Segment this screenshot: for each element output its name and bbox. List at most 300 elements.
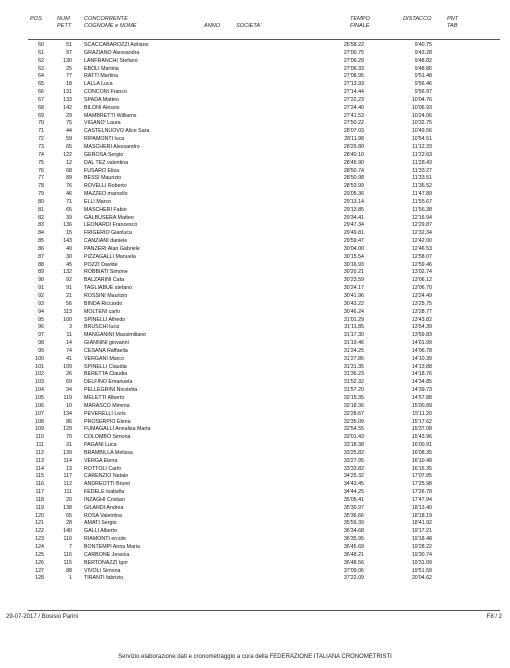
result-row [0, 199, 510, 207]
result-row [0, 73, 510, 81]
gap-cell: 12'16.94 [411, 214, 432, 221]
result-row [0, 175, 510, 183]
final-time-cell: 31'31.35 [343, 363, 364, 370]
result-row [0, 403, 510, 411]
position-cell: 83 [38, 222, 44, 229]
gap-cell: 9'48.86 [414, 65, 432, 72]
gap-cell: 14'57.88 [411, 394, 432, 401]
result-row [0, 497, 510, 505]
result-row [0, 411, 510, 419]
final-time-cell: 32'28.67 [343, 410, 364, 417]
gap-cell: 16'16.35 [411, 465, 432, 472]
gap-cell: 10'54.51 [411, 136, 432, 143]
position-cell: 114 [35, 465, 44, 472]
position-cell: 109 [35, 426, 44, 433]
result-row [0, 230, 510, 238]
athlete-name-cell: BRUSCHI luca [84, 324, 120, 331]
gap-cell: 11'36.52 [412, 183, 432, 190]
final-time-cell: 28'50.98 [343, 175, 364, 182]
bib-number-cell: 140 [63, 528, 72, 535]
bib-number-cell: 113 [63, 308, 72, 315]
athlete-name-cell: FEDELE Isabella [84, 489, 125, 496]
footer-credit: Servizio elaborazione dati e cronometraggio a cura della FEDERAZIONE ITALIANA CRONOMETRISTI [118, 654, 392, 660]
final-time-cell: 35'30.97 [343, 504, 364, 511]
athlete-name-cell: POZZI Davide [84, 261, 118, 268]
bib-number-cell: 3 [69, 324, 72, 331]
result-row [0, 528, 510, 536]
gap-cell: 19'30.74 [411, 551, 432, 558]
final-time-cell: 37'09.06 [343, 567, 364, 574]
final-time-cell: 30'41.96 [343, 293, 364, 299]
result-row [0, 144, 510, 152]
athlete-name-cell: DELFINO Emanuela [84, 379, 133, 386]
athlete-name-cell: BRAMBILLA Melissa [84, 449, 133, 456]
gap-cell: 19'17.21 [411, 528, 432, 535]
gap-cell: 18'18.19 [411, 512, 432, 519]
bib-number-cell: 88 [66, 567, 72, 574]
header-cognome-nome: COGNOME e NOME [84, 23, 137, 29]
athlete-name-cell: GRAZIANO Alessandra [84, 49, 140, 56]
position-cell: 93 [38, 300, 44, 307]
athlete-name-cell: CONCONI Franco [84, 89, 127, 96]
position-cell: 92 [38, 293, 44, 299]
athlete-name-cell: VERGANI Marco [84, 355, 125, 362]
athlete-name-cell: DAL TEZ valentina [84, 159, 129, 166]
gap-cell: 13'24.49 [411, 293, 432, 299]
gap-cell: 11'33.27 [412, 167, 432, 174]
athlete-name-cell: MAZZEO marcello [84, 191, 128, 198]
athlete-name-cell: MASCHERI Alessandro [84, 143, 140, 150]
header-concorrente: CONCORRENTE [84, 16, 128, 22]
position-cell: 104 [35, 387, 44, 394]
final-time-cell: 31'17.30 [343, 332, 364, 339]
result-row [0, 191, 510, 199]
gap-cell: 11'28.43 [412, 159, 432, 166]
result-row [0, 379, 510, 387]
position-cell: 128 [35, 575, 44, 582]
position-cell: 63 [38, 65, 44, 72]
result-row [0, 560, 510, 568]
result-row [0, 481, 510, 489]
final-time-cell: 27'41.53 [343, 112, 364, 119]
position-cell: 94 [38, 308, 44, 315]
bib-number-cell: 76 [66, 183, 72, 190]
bib-number-cell: 119 [63, 394, 72, 401]
final-time-cell: 34'44.25 [343, 489, 364, 496]
position-cell: 120 [35, 512, 44, 519]
result-row [0, 81, 510, 89]
athlete-name-cell: ROVELLI Roberto [84, 183, 127, 190]
position-cell: 86 [38, 245, 44, 252]
bib-number-cell: 109 [63, 363, 72, 370]
header-societa: SOCIETA' [236, 23, 262, 29]
bib-number-cell: 91 [66, 285, 72, 292]
bib-number-cell: 13 [66, 465, 72, 472]
gap-cell: 16'10.48 [411, 457, 432, 464]
result-row [0, 309, 510, 317]
position-cell: 127 [35, 567, 44, 574]
result-row [0, 356, 510, 364]
final-time-cell: 34'25.32 [343, 473, 364, 480]
gap-cell: 12'59.46 [411, 261, 432, 268]
result-row [0, 269, 510, 277]
final-time-cell: 30'04.00 [343, 245, 364, 252]
final-time-cell: 30'24.17 [343, 285, 364, 292]
gap-cell: 18'13.40 [411, 504, 432, 511]
position-cell: 78 [38, 183, 44, 190]
final-time-cell: 29'34.41 [343, 214, 364, 221]
results-table-header [0, 16, 510, 36]
athlete-name-cell: SCACCABAROZZI Adriano [84, 42, 149, 48]
final-time-cell: 31'01.29 [343, 316, 364, 323]
result-row [0, 42, 510, 50]
gap-cell: 14'18.76 [411, 371, 432, 378]
result-row [0, 105, 510, 113]
position-cell: 118 [35, 496, 44, 503]
bib-number-cell: 44 [66, 128, 72, 135]
athlete-name-cell: PROSERPIO Elena [84, 418, 131, 425]
athlete-name-cell: GIANNINI giovanni [84, 340, 129, 347]
position-cell: 112 [35, 449, 44, 456]
gap-cell: 11'22.63 [412, 151, 432, 158]
final-time-cell: 27'24.40 [343, 104, 364, 111]
position-cell: 80 [38, 198, 44, 205]
athlete-name-cell: MARASCO Mimma [84, 402, 130, 409]
result-row [0, 332, 510, 340]
bib-number-cell: 7 [69, 544, 72, 550]
result-row [0, 419, 510, 427]
final-time-cell: 27'22.23 [343, 96, 364, 103]
gap-cell: 15'11.20 [412, 410, 432, 417]
athlete-name-cell: GALBUSERA Matteo [84, 214, 134, 221]
position-cell: 98 [38, 340, 44, 347]
athlete-name-cell: SPINELLI Alfredo [84, 316, 126, 323]
gap-cell: 12'29.87 [411, 222, 432, 229]
final-time-cell: 28'29.80 [343, 143, 364, 150]
position-cell: 111 [35, 442, 44, 449]
final-time-cell: 28'45.90 [343, 159, 364, 166]
position-cell: 101 [35, 363, 44, 370]
position-cell: 116 [35, 481, 44, 488]
final-time-cell: 34'43.45 [343, 481, 364, 488]
result-row [0, 97, 510, 105]
result-row [0, 160, 510, 168]
result-row [0, 58, 510, 66]
gap-cell: 16'08.35 [411, 449, 432, 456]
gap-cell: 11'33.51 [412, 175, 432, 182]
position-cell: 75 [38, 159, 44, 166]
athlete-name-cell: ROTTOLI Carlo [84, 465, 121, 472]
athlete-name-cell: LANFRANCHI Stefano [84, 57, 138, 64]
position-cell: 61 [38, 49, 44, 56]
gap-cell: 12'58.07 [411, 253, 432, 260]
result-row [0, 371, 510, 379]
bib-number-cell: 39 [66, 214, 72, 221]
final-time-cell: 30'20.21 [343, 269, 364, 276]
gap-cell: 10'06.93 [411, 104, 432, 111]
result-row [0, 89, 510, 97]
gap-cell: 10'32.75 [411, 120, 432, 127]
final-time-cell: 33'01.43 [343, 434, 364, 441]
final-time-cell: 28'50.74 [343, 167, 364, 174]
result-row [0, 113, 510, 121]
bib-number-cell: 29 [66, 112, 72, 119]
gap-cell: 11'12.33 [412, 143, 432, 150]
bib-number-cell: 18 [66, 81, 72, 88]
athlete-name-cell: MELETTI Alberto [84, 394, 125, 401]
bib-number-cell: 143 [63, 238, 72, 245]
gap-cell: 9'40.75 [414, 42, 432, 48]
athlete-name-cell: BERETTA Claudia [84, 371, 128, 378]
gap-cell: 17'47.94 [411, 496, 432, 503]
final-time-cell: 31'24.25 [343, 347, 364, 354]
result-row [0, 317, 510, 325]
final-time-cell: 35'05.41 [343, 496, 364, 503]
result-row [0, 544, 510, 552]
header-pett: PETT [57, 23, 72, 29]
bib-number-cell: 20 [66, 496, 72, 503]
final-time-cell: 27'14.44 [343, 89, 364, 96]
gap-cell: 17'26.78 [411, 489, 432, 496]
header-pos: POS [30, 16, 42, 22]
header-rule [28, 39, 500, 40]
athlete-name-cell: FUSARO Elisa [84, 167, 120, 174]
gap-cell: 14'06.78 [411, 347, 432, 354]
final-time-cell: 32'35.09 [343, 418, 364, 425]
athlete-name-cell: COLOMBO Simona [84, 434, 131, 441]
gap-cell: 15'00.89 [411, 402, 432, 409]
result-row [0, 426, 510, 434]
gap-cell: 14'34.85 [411, 379, 432, 386]
final-time-cell: 36'34.68 [343, 528, 364, 535]
footer-date-place: 29-07-2017 / Bosisio Parini [6, 614, 79, 620]
athlete-name-cell: TIRANTI fabrizio [84, 575, 124, 582]
bib-number-cell: 133 [63, 96, 72, 103]
final-time-cell: 31'11.85 [344, 324, 364, 331]
bib-number-cell: 89 [66, 175, 72, 182]
result-row [0, 222, 510, 230]
final-time-cell: 33'18.38 [343, 442, 364, 449]
gap-cell: 11'47.89 [412, 191, 432, 198]
bib-number-cell: 74 [66, 347, 72, 354]
bib-number-cell: 30 [66, 253, 72, 260]
position-cell: 70 [38, 120, 44, 127]
athlete-name-cell: BESSI Maurizio [84, 175, 122, 182]
athlete-name-cell: CASTELNUOVO Alice Sara [84, 128, 150, 135]
athlete-name-cell: VIVOLI Simona [84, 567, 121, 574]
athlete-name-cell: AMATI Sergio [84, 520, 117, 527]
athlete-name-cell: PIZZAGALLI Manuela [84, 253, 136, 260]
final-time-cell: 29'13.85 [343, 206, 364, 213]
footer-page-number: F8 / 2 [486, 614, 502, 620]
gap-cell: 13'25.75 [411, 300, 432, 307]
header-pnt: PNT [447, 16, 459, 22]
gap-cell: 19'51.59 [411, 567, 432, 574]
position-cell: 95 [38, 316, 44, 323]
bib-number-cell: 71 [66, 198, 72, 205]
gap-cell: 19'28.22 [411, 544, 432, 550]
athlete-name-cell: LALLA Luca [84, 81, 113, 88]
position-cell: 110 [35, 434, 44, 441]
gap-cell: 11'55.67 [412, 198, 432, 205]
result-row [0, 120, 510, 128]
result-row [0, 520, 510, 528]
bib-number-cell: 97 [66, 49, 72, 56]
gap-cell: 9'48.82 [414, 57, 432, 64]
header-num: NUM [57, 16, 70, 22]
result-row [0, 568, 510, 576]
result-row [0, 466, 510, 474]
bib-number-cell: 40 [66, 245, 72, 252]
gap-cell: 10'49.56 [411, 128, 432, 135]
result-row [0, 215, 510, 223]
result-row [0, 364, 510, 372]
bib-number-cell: 31 [66, 442, 72, 449]
final-time-cell: 26'58.22 [343, 42, 364, 48]
gap-cell: 10'04.76 [411, 96, 432, 103]
position-cell: 72 [38, 136, 44, 143]
bib-number-cell: 25 [66, 65, 72, 72]
final-time-cell: 27'06.29 [343, 57, 364, 64]
bib-number-cell: 138 [63, 504, 72, 511]
athlete-name-cell: PELLEGRINI Nicoletta [84, 387, 138, 394]
gap-cell: 9'51.48 [414, 73, 432, 80]
final-time-cell: 27'08.95 [343, 73, 364, 80]
position-cell: 71 [38, 128, 44, 135]
bib-number-cell: 28 [66, 520, 72, 527]
bib-number-cell: 34 [66, 387, 72, 394]
final-time-cell: 30'15.54 [343, 253, 364, 260]
position-cell: 85 [38, 238, 44, 245]
position-cell: 107 [35, 410, 44, 417]
final-time-cell: 36'35.95 [343, 536, 364, 543]
final-time-cell: 36'45.69 [343, 544, 364, 550]
bib-number-cell: 114 [63, 457, 72, 464]
final-time-cell: 31'19.46 [343, 340, 364, 347]
result-row [0, 458, 510, 466]
bib-number-cell: 131 [63, 89, 72, 96]
result-row [0, 207, 510, 215]
final-time-cell: 28'11.98 [344, 136, 364, 143]
final-time-cell: 30'16.93 [343, 261, 364, 268]
bib-number-cell: 56 [66, 300, 72, 307]
result-row [0, 183, 510, 191]
gap-cell: 20'04.62 [411, 575, 432, 582]
bib-number-cell: 12 [66, 159, 72, 166]
result-row [0, 513, 510, 521]
final-time-cell: 35'59.39 [343, 520, 364, 527]
final-time-cell: 27'13.93 [343, 81, 364, 88]
gap-cell: 14'10.39 [411, 355, 432, 362]
position-cell: 100 [35, 355, 44, 362]
gap-cell: 9'56.46 [414, 81, 432, 88]
position-cell: 81 [38, 206, 44, 213]
bib-number-cell: 130 [63, 57, 72, 64]
final-time-cell: 29'13.14 [343, 198, 364, 205]
bib-number-cell: 136 [63, 222, 72, 229]
athlete-name-cell: ROSA Valentina [84, 512, 122, 519]
result-row [0, 387, 510, 395]
athlete-name-cell: SPINELLI Claudia [84, 363, 127, 370]
bib-number-cell: 122 [63, 151, 72, 158]
athlete-name-cell: MASCHERI Fabio [84, 206, 127, 213]
athlete-name-cell: MOLTENI carlo [84, 308, 121, 315]
header-distacco: DISTACCO [403, 16, 432, 22]
final-time-cell: 29'49.81 [343, 230, 364, 237]
bib-number-cell: 92 [66, 277, 72, 284]
result-row [0, 293, 510, 301]
position-cell: 117 [35, 489, 44, 496]
gap-cell: 15'43.96 [411, 434, 432, 441]
athlete-name-cell: VERGA Elena [84, 457, 118, 464]
athlete-name-cell: PAGANI Luca [84, 442, 117, 449]
position-cell: 84 [38, 230, 44, 237]
position-cell: 121 [35, 520, 44, 527]
bib-number-cell: 77 [66, 73, 72, 80]
bib-number-cell: 86 [66, 418, 72, 425]
result-row [0, 434, 510, 442]
final-time-cell: 31'57.20 [343, 387, 364, 394]
athlete-name-cell: RIAMONTI ercole [84, 536, 126, 543]
position-cell: 115 [35, 473, 44, 480]
athlete-name-cell: ROSSINI Maurizio [84, 293, 128, 299]
athlete-name-cell: BILONI Alessio [84, 104, 120, 111]
position-cell: 77 [38, 175, 44, 182]
gap-cell: 14'01.99 [411, 340, 432, 347]
result-row [0, 348, 510, 356]
bib-number-cell: 134 [63, 410, 72, 417]
position-cell: 69 [38, 112, 44, 119]
position-cell: 79 [38, 191, 44, 198]
bib-number-cell: 110 [63, 536, 72, 543]
position-cell: 62 [38, 57, 44, 64]
final-time-cell: 33'33.82 [343, 465, 364, 472]
position-cell: 122 [35, 528, 44, 535]
athlete-name-cell: CARBONE Jessica [84, 551, 130, 558]
final-time-cell: 29'47.34 [343, 222, 364, 229]
bib-number-cell: 51 [66, 42, 72, 48]
bib-number-cell: 21 [66, 293, 72, 299]
position-cell: 87 [38, 253, 44, 260]
result-row [0, 340, 510, 348]
bib-number-cell: 45 [66, 261, 72, 268]
athlete-name-cell: INZAGHI Cristian [84, 496, 125, 503]
position-cell: 91 [38, 285, 44, 292]
result-row [0, 168, 510, 176]
final-time-cell: 27'50.22 [343, 120, 364, 127]
result-row [0, 246, 510, 254]
athlete-name-cell: BINDA Riccardo [84, 300, 123, 307]
athlete-name-cell: ELLI Marco [84, 198, 112, 205]
athlete-name-cell: FUMAGALLI Annalisa Marta [84, 426, 151, 433]
position-cell: 123 [35, 536, 44, 543]
result-row [0, 473, 510, 481]
result-row [0, 536, 510, 544]
bib-number-cell: 142 [63, 104, 72, 111]
gap-cell: 12'32.34 [411, 230, 432, 237]
athlete-name-cell: GILARDI Andrea [84, 504, 124, 511]
final-time-cell: 27'00.75 [343, 49, 364, 56]
position-cell: 99 [38, 347, 44, 354]
athlete-name-cell: CESANA Raffaella [84, 347, 128, 354]
gap-cell: 17'07.85 [411, 473, 432, 480]
result-row [0, 136, 510, 144]
final-time-cell: 29'59.47 [343, 238, 364, 245]
athlete-name-cell: TAGLIABUE stefano [84, 285, 133, 292]
result-row [0, 301, 510, 309]
gap-cell: 12'46.53 [411, 245, 432, 252]
final-time-cell: 35'36.66 [343, 512, 364, 519]
